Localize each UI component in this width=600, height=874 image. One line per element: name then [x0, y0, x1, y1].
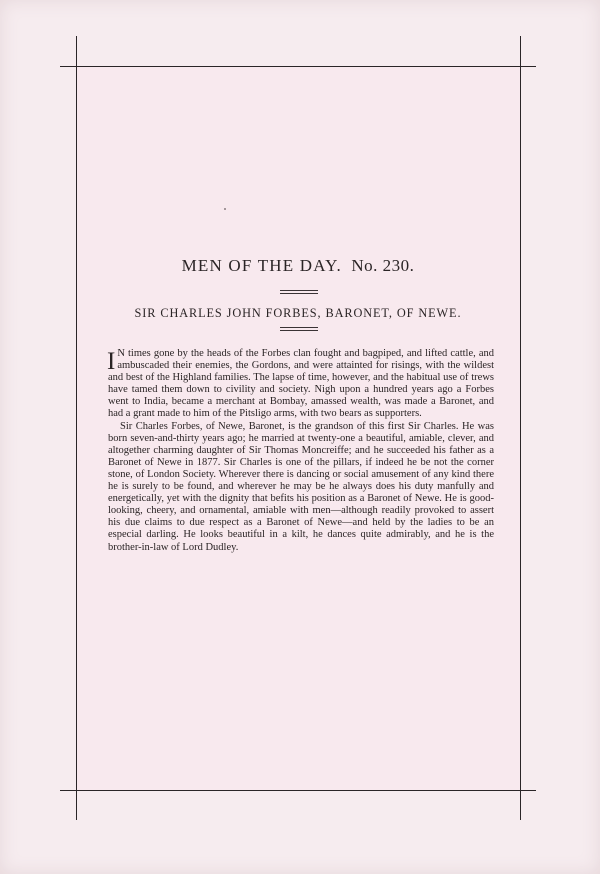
- paragraph-1: [108, 348, 494, 421]
- issue-number: No. 230.: [351, 256, 415, 275]
- subject-heading: SIR CHARLES JOHN FORBES, BARONET, OF NEWE.: [134, 306, 462, 320]
- border-left-rule: [76, 36, 77, 820]
- title-text: MEN OF THE DAY.: [181, 256, 342, 275]
- article-body: [108, 348, 494, 554]
- subheading-divider: [280, 327, 318, 331]
- paragraph-2: Sir Charles Forbes, of Newe, Baronet, is the grandson of this first Sir Charles. He was born seven-and-thirty years ago; he married at twenty-one a beautiful, amiable, clever, and altogether charming daughter of Sir Thomas Moncreiffe; and he succeeded his father as a Baronet of Newe in 1877. Sir Charles is one of the pillars, if indeed he be not the corner stone, of London Society. Wherever there is dancing or social amusement of any kind there he is surely to be found, and wherever he may be he always does his duty manfully and energetically, yet with the dignity that befits his position as a Baronet of Newe. He is good-looking, cheery, and ornamental, amiable with men—although readily provoked to assert his due claims to due respect as a Baronet of Newe—and held by the ladies to be an especial darling. He looks beautiful in a kilt, he dances quite admirably, and he is the brother-in-law of Lord Dudley.: [108, 420, 494, 553]
- paragraph-1-text: N times gone by the heads of the Forbes clan fought and bagpiped, and lifted cattle, and ambuscaded their enemies, the Gordons, and were attainted for risings, with the wildest and best of the Highland families. The lapse of time, however, and the habitual use of trews have tamed them down to civility and society. Nigh upon a hundred years ago a Forbes went to India, became a merchant at Bombay, amassed wealth, was made a Baronet, and had a grant made to him of the Pitsligo arms, with two bears as supporters.: [108, 348, 494, 420]
- page-title: [76, 256, 520, 276]
- drop-cap: I: [107, 348, 116, 375]
- title-divider: [280, 290, 318, 294]
- border-top-rule: [60, 66, 536, 67]
- border-right-rule: [520, 36, 521, 820]
- border-bottom-rule: [60, 790, 536, 791]
- paper-speck: [224, 208, 226, 210]
